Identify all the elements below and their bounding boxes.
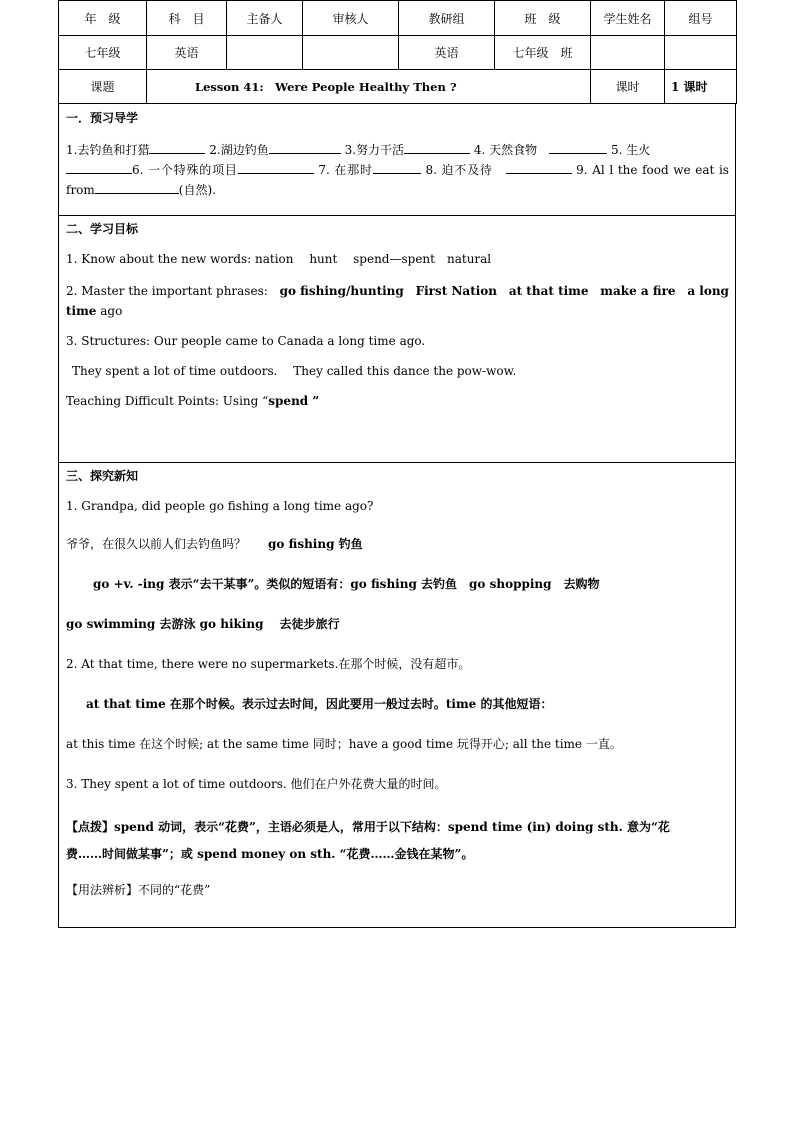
question-1-phrase: go fishing 钓鱼: [268, 537, 363, 551]
preparer-value[interactable]: [227, 36, 303, 70]
objective-phrases-cont: [66, 301, 729, 321]
answer-blank-1[interactable]: [149, 141, 205, 154]
question-3: 3. They spent a lot of time outdoors. 他们在户外花费大量的时间。: [66, 777, 447, 791]
explore-section: [58, 463, 736, 928]
usage-comparison: 【用法辨析】不同的“花费”: [66, 883, 211, 897]
period-label: 课时: [591, 70, 665, 104]
preview-items: [66, 140, 729, 200]
phrase-make-a-fire: make a fire: [600, 284, 676, 298]
preview-title: 一．预习导学: [66, 111, 139, 125]
header-row-labels: [59, 1, 737, 36]
group-number-value[interactable]: [665, 36, 737, 70]
phrase-first-nation: First Nation: [415, 284, 498, 298]
grade-value: 七年级: [59, 36, 147, 70]
explore-title: 三、探究新知: [66, 469, 139, 483]
lesson-title: Lesson 41: Were People Healthy Then ?: [147, 70, 591, 104]
student-name-value[interactable]: [591, 36, 665, 70]
note-at-that-time: at that time 在那个时候。表示过去时间，因此要用一般过去时。time 的其他短语：: [86, 697, 553, 711]
difficult-points-prefix: Teaching Difficult Points: Using “: [66, 394, 269, 408]
answer-blank-3[interactable]: [404, 141, 470, 154]
worksheet-page: [58, 0, 736, 928]
question-1: 1. Grandpa, did people go fishing a long time ago?: [66, 499, 374, 513]
preview-item-6: 6. 一个特殊的项目: [132, 163, 238, 177]
header-row-values: [59, 36, 737, 70]
preview-item-5: 5. 生火: [610, 143, 651, 157]
objectives-title: 二、学习目标: [66, 222, 139, 236]
question-2: 2. At that time, there were no supermarkets.在那个时候，没有超市。: [66, 657, 471, 671]
preview-item-4: 4. 天然食物: [473, 143, 538, 157]
phrase-time: time: [66, 304, 97, 318]
tip-spend-2: 费……时间做某事”；或 spend money on sth. “花费……金钱在某物”。: [66, 847, 474, 861]
preview-item-9: 9. Al l the food we eat is from: [66, 163, 729, 197]
reviewer-label: 审核人: [303, 1, 399, 36]
research-group-value: 英语: [399, 36, 495, 70]
answer-blank-7[interactable]: [373, 161, 421, 174]
objective-structures-cont: They spent a lot of time outdoors. They called this dance the pow-wow.: [72, 364, 517, 378]
preparer-label: 主备人: [227, 1, 303, 36]
objective-structures: 3. Structures: Our people came to Canada a long time ago.: [66, 334, 426, 348]
objective-phrases: [66, 281, 729, 301]
preview-item-8: 8. 迫不及待: [425, 163, 493, 177]
preview-item-2: 2.湖边钓鱼: [209, 143, 269, 157]
objectives-section: [58, 216, 736, 463]
note-go-ving: go +v. -ing 表示“去干某事”。类似的短语有：go fishing 去钓鱼 go shopping 去购物: [93, 577, 600, 591]
answer-blank-9[interactable]: [95, 181, 179, 194]
tip-spend-1: 【点拨】spend 动词，表示“花费”，主语必须是人，常用于以下结构：spend time (in) doing sth. 意为“花: [66, 820, 670, 834]
reviewer-value[interactable]: [303, 36, 399, 70]
answer-blank-4[interactable]: [549, 141, 607, 154]
class-label: 班 级: [495, 1, 591, 36]
note-go-ving-cont: go swimming 去游泳 go hiking 去徒步旅行: [66, 617, 340, 631]
subject-label: 科 目: [147, 1, 227, 36]
preview-section: [58, 104, 736, 216]
difficult-points-spend: spend: [268, 394, 309, 408]
preview-item-1: 1.去钓鱼和打猎: [66, 143, 150, 157]
answer-blank-2[interactable]: [269, 141, 341, 154]
subject-value: 英语: [147, 36, 227, 70]
class-value: 七年级 班: [495, 36, 591, 70]
group-number-label: 组号: [665, 1, 737, 36]
preview-item-7: 7. 在那时: [318, 163, 373, 177]
answer-blank-6[interactable]: [238, 161, 314, 174]
objective-phrases-prefix: 2. Master the important phrases:: [66, 284, 268, 298]
phrase-ago: ago: [96, 304, 123, 318]
research-group-label: 教研组: [399, 1, 495, 36]
note-time-phrases: at this time 在这个时候; at the same time 同时；have a good time 玩得开心; all the time 一直。: [66, 737, 622, 751]
period-value: 1 课时: [665, 70, 737, 104]
phrase-a-long: a long: [687, 284, 729, 298]
question-1-translation: 爷爷，在很久以前人们去钓鱼吗？: [66, 537, 247, 551]
objective-words: 1. Know about the new words: nation hunt spend—spent natural: [66, 252, 492, 266]
header-table: [58, 0, 737, 104]
question-1-cn: [66, 534, 729, 554]
preview-item-3: 3.努力干活: [344, 143, 405, 157]
header-row-topic: [59, 70, 737, 104]
student-name-label: 学生姓名: [591, 1, 665, 36]
answer-blank-5[interactable]: [66, 161, 132, 174]
answer-blank-8[interactable]: [506, 161, 572, 174]
grade-label: 年 级: [59, 1, 147, 36]
topic-label: 课题: [59, 70, 147, 104]
difficult-points-suffix: ”: [308, 394, 320, 408]
phrase-at-that-time: at that time: [508, 284, 589, 298]
preview-item-9-end: (自然).: [178, 183, 216, 197]
difficult-points: [66, 391, 729, 411]
phrase-go-fishing: go fishing/hunting: [279, 284, 404, 298]
